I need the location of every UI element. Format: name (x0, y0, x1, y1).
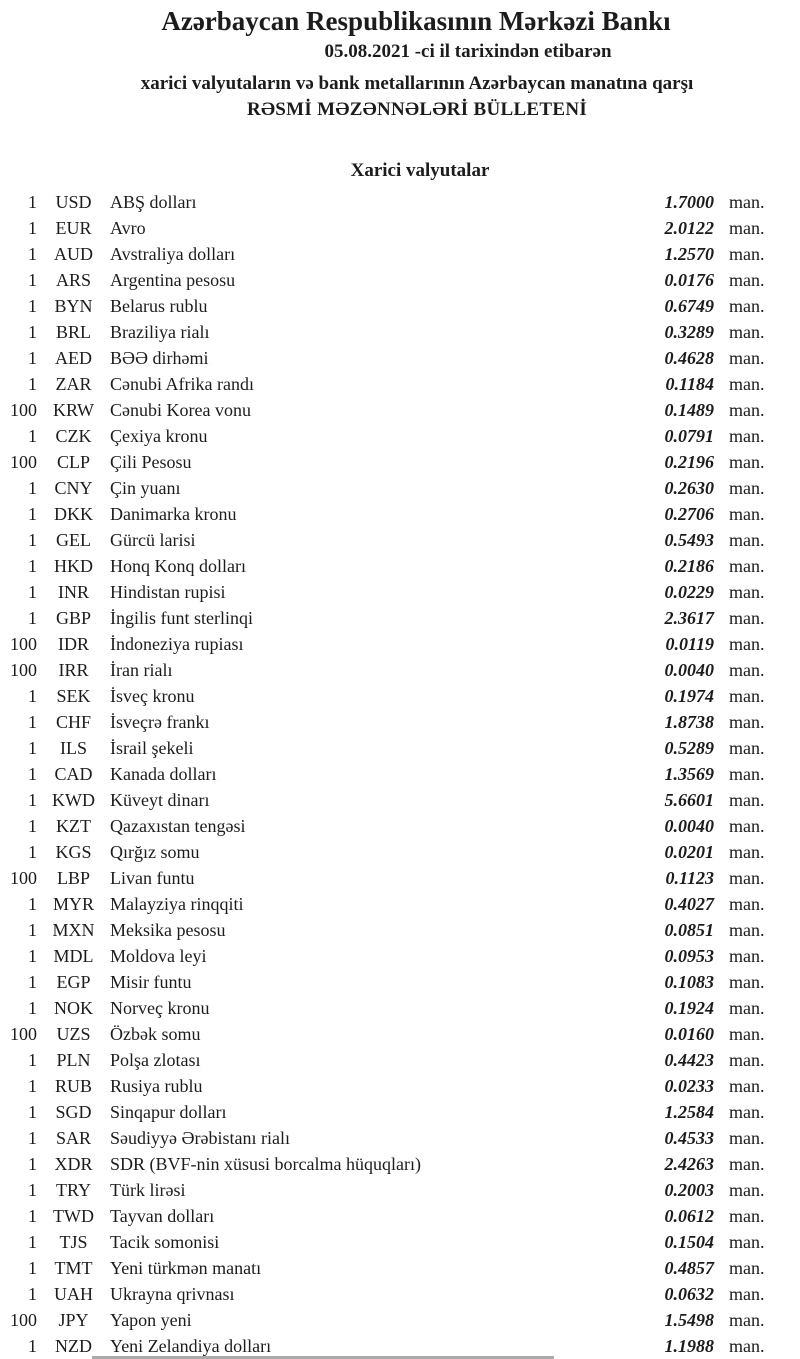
nominal-value: 1 (28, 790, 37, 810)
currency-name: ABŞ dolları (110, 192, 197, 212)
effective-date-line: 05.08.2021 -ci il tarixindən etibarən (324, 41, 612, 62)
unit-label: man. (729, 1024, 765, 1044)
currency-name: Cənubi Korea vonu (110, 400, 251, 420)
rate-row (0, 657, 800, 683)
nominal-value: 1 (28, 1258, 37, 1278)
nominal-value: 1 (28, 608, 37, 628)
currency-code: IDR (58, 634, 89, 654)
unit-label: man. (729, 400, 765, 420)
rate-value: 0.4628 (664, 348, 714, 368)
nominal-value: 1 (28, 478, 37, 498)
rate-value: 1.2584 (664, 1102, 714, 1122)
nominal-value: 100 (10, 634, 37, 654)
unit-label: man. (729, 790, 765, 810)
unit-label: man. (729, 1128, 765, 1148)
rate-row (0, 397, 800, 423)
unit-label: man. (729, 972, 765, 992)
unit-label: man. (729, 1258, 765, 1278)
rate-row (0, 1047, 800, 1073)
unit-label: man. (729, 712, 765, 732)
currency-code: NOK (54, 998, 93, 1018)
rate-row (0, 1229, 800, 1255)
rate-row (0, 189, 800, 215)
currency-code: RUB (54, 1076, 92, 1096)
rate-value: 0.2003 (664, 1180, 714, 1200)
currency-code: BRL (55, 322, 91, 342)
rate-row (0, 605, 800, 631)
nominal-value: 1 (28, 1128, 37, 1148)
section-title: Xarici valyutalar (350, 160, 490, 181)
nominal-value: 1 (28, 1232, 37, 1252)
currency-name: Küveyt dinarı (110, 790, 210, 810)
currency-name: Çin yuanı (110, 478, 181, 498)
unit-label: man. (729, 686, 765, 706)
rate-value: 0.0233 (664, 1076, 714, 1096)
rate-value: 0.0851 (664, 920, 714, 940)
currency-code: GEL (56, 530, 91, 550)
nominal-value: 1 (28, 764, 37, 784)
unit-label: man. (729, 478, 765, 498)
rate-row (0, 1203, 800, 1229)
currency-code: AUD (54, 244, 93, 264)
currency-code: ILS (60, 738, 87, 758)
currency-name: SDR (BVF-nin xüsusi borcalma hüquqları) (110, 1154, 421, 1174)
unit-label: man. (729, 1310, 765, 1330)
nominal-value: 1 (28, 244, 37, 264)
rate-value: 1.5498 (664, 1310, 714, 1330)
nominal-value: 1 (28, 1076, 37, 1096)
rate-value: 0.0040 (664, 816, 714, 836)
currency-code: KZT (56, 816, 91, 836)
currency-code: SGD (55, 1102, 92, 1122)
rate-row (0, 865, 800, 891)
currency-code: TRY (55, 1180, 91, 1200)
rate-value: 0.0229 (664, 582, 714, 602)
currency-code: GBP (55, 608, 91, 628)
rate-row (0, 1073, 800, 1099)
subject-line: xarici valyutaların və bank metallarının Azərbaycan manatına qarşı (140, 73, 694, 94)
bulletin-title: RƏSMİ MƏZƏNNƏLƏRİ BÜLLETENİ (246, 99, 588, 120)
rate-row (0, 527, 800, 553)
rate-value: 0.0612 (664, 1206, 714, 1226)
nominal-value: 1 (28, 270, 37, 290)
rate-row (0, 683, 800, 709)
unit-label: man. (729, 374, 765, 394)
unit-label: man. (729, 556, 765, 576)
rate-value: 0.1083 (664, 972, 714, 992)
currency-name: Misir funtu (110, 972, 192, 992)
currency-name: İsveçrə frankı (110, 712, 210, 732)
nominal-value: 1 (28, 972, 37, 992)
currency-code: KGS (55, 842, 92, 862)
rate-value: 0.5289 (664, 738, 714, 758)
rate-row (0, 761, 800, 787)
currency-name: Avstraliya dolları (110, 244, 236, 264)
rate-value: 1.1988 (664, 1336, 714, 1356)
unit-label: man. (729, 1206, 765, 1226)
nominal-value: 100 (10, 1024, 37, 1044)
currency-code: JPY (58, 1310, 89, 1330)
unit-label: man. (729, 348, 765, 368)
rate-row (0, 215, 800, 241)
unit-label: man. (729, 1102, 765, 1122)
nominal-value: 1 (28, 374, 37, 394)
rate-value: 0.4027 (664, 894, 714, 914)
rate-value: 0.1489 (664, 400, 714, 420)
currency-name: Rusiya rublu (110, 1076, 203, 1096)
currency-code: TMT (54, 1258, 93, 1278)
rate-row (0, 1307, 800, 1333)
currency-code: ARS (55, 270, 91, 290)
nominal-value: 1 (28, 556, 37, 576)
currency-name: Braziliya rialı (110, 322, 210, 342)
currency-name: Yapon yeni (110, 1310, 192, 1330)
currency-code: SAR (55, 1128, 91, 1148)
currency-name: Çili Pesosu (110, 452, 192, 472)
rate-row (0, 345, 800, 371)
currency-name: Qazaxıstan tengəsi (110, 816, 246, 836)
rate-value: 2.4263 (664, 1154, 714, 1174)
rate-value: 0.4533 (664, 1128, 714, 1148)
currency-name: Honq Konq dolları (110, 556, 246, 576)
currency-name: Livan funtu (110, 868, 195, 888)
rate-value: 0.0632 (664, 1284, 714, 1304)
currency-name: Yeni Zelandiya dolları (110, 1336, 272, 1356)
nominal-value: 1 (28, 712, 37, 732)
rate-value: 5.6601 (664, 790, 714, 810)
rate-value: 0.1924 (664, 998, 714, 1018)
currency-code: CNY (54, 478, 93, 498)
rate-value: 0.0160 (664, 1024, 714, 1044)
currency-code: TWD (53, 1206, 94, 1226)
nominal-value: 1 (28, 218, 37, 238)
currency-name: Türk lirəsi (110, 1180, 186, 1200)
rate-value: 1.2570 (664, 244, 714, 264)
nominal-value: 1 (28, 1284, 37, 1304)
rate-value: 0.1184 (665, 374, 714, 394)
rate-value: 2.3617 (664, 608, 714, 628)
currency-name: Cənubi Afrika randı (110, 374, 254, 394)
currency-name: Qırğız somu (110, 842, 200, 862)
rate-value: 0.2706 (664, 504, 714, 524)
unit-label: man. (729, 296, 765, 316)
rate-value: 0.0119 (665, 634, 714, 654)
unit-label: man. (729, 452, 765, 472)
currency-name: Çexiya kronu (110, 426, 208, 446)
rate-row (0, 449, 800, 475)
rate-value: 0.0176 (664, 270, 714, 290)
unit-label: man. (729, 1076, 765, 1096)
currency-name: Gürcü larisi (110, 530, 196, 550)
rate-row (0, 1151, 800, 1177)
currency-name: Sinqapur dolları (110, 1102, 227, 1122)
unit-label: man. (729, 192, 765, 212)
unit-label: man. (729, 504, 765, 524)
rate-row (0, 839, 800, 865)
currency-code: CZK (55, 426, 92, 446)
rate-value: 0.1974 (664, 686, 714, 706)
unit-label: man. (729, 270, 765, 290)
currency-name: Səudiyyə Ərəbistanı rialı (110, 1128, 290, 1148)
currency-code: AED (55, 348, 92, 368)
currency-name: Tayvan dolları (110, 1206, 215, 1226)
nominal-value: 1 (28, 1102, 37, 1122)
rate-row (0, 319, 800, 345)
currency-name: İndoneziya rupiası (110, 634, 244, 654)
rate-row (0, 371, 800, 397)
currency-code: UZS (56, 1024, 91, 1044)
currency-name: Malayziya rinqqiti (110, 894, 244, 914)
rate-row (0, 631, 800, 657)
currency-code: EGP (56, 972, 91, 992)
rate-value: 0.2196 (664, 452, 714, 472)
rate-value: 0.2186 (664, 556, 714, 576)
currency-code: EUR (55, 218, 92, 238)
currency-name: Moldova leyi (110, 946, 207, 966)
rate-value: 0.0040 (664, 660, 714, 680)
currency-code: KWD (52, 790, 95, 810)
rate-row (0, 1255, 800, 1281)
nominal-value: 1 (28, 322, 37, 342)
currency-code: BYN (54, 296, 93, 316)
nominal-value: 1 (28, 1050, 37, 1070)
currency-code: CAD (54, 764, 93, 784)
rate-row (0, 995, 800, 1021)
rate-row (0, 891, 800, 917)
nominal-value: 1 (28, 530, 37, 550)
unit-label: man. (729, 660, 765, 680)
currency-code: HKD (54, 556, 93, 576)
unit-label: man. (729, 530, 765, 550)
unit-label: man. (729, 998, 765, 1018)
rate-row (0, 423, 800, 449)
rate-value: 0.0953 (664, 946, 714, 966)
nominal-value: 1 (28, 998, 37, 1018)
currency-name: Argentina pesosu (110, 270, 236, 290)
page-title: Azərbaycan Respublikasının Mərkəzi Bankı (161, 6, 671, 36)
nominal-value: 1 (28, 842, 37, 862)
currency-code: TJS (59, 1232, 88, 1252)
rate-value: 1.8738 (664, 712, 714, 732)
rate-value: 0.6749 (664, 296, 714, 316)
unit-label: man. (729, 1284, 765, 1304)
currency-code: USD (55, 192, 92, 212)
nominal-value: 1 (28, 738, 37, 758)
currency-name: Tacik somonisi (110, 1232, 220, 1252)
nominal-value: 1 (28, 894, 37, 914)
currency-code: UAH (54, 1284, 93, 1304)
currency-name: Kanada dolları (110, 764, 217, 784)
rate-row (0, 1281, 800, 1307)
rate-row (0, 579, 800, 605)
rate-value: 0.0791 (664, 426, 714, 446)
nominal-value: 1 (28, 816, 37, 836)
currency-name: Ukrayna qrivnası (110, 1284, 235, 1304)
unit-label: man. (729, 426, 765, 446)
currency-name: Yeni türkmən manatı (110, 1258, 262, 1278)
currency-code: LBP (56, 868, 90, 888)
currency-name: Özbək somu (110, 1024, 201, 1044)
nominal-value: 1 (28, 296, 37, 316)
nominal-value: 1 (28, 1206, 37, 1226)
nominal-value: 1 (28, 920, 37, 940)
unit-label: man. (729, 816, 765, 836)
rate-row (0, 969, 800, 995)
unit-label: man. (729, 1050, 765, 1070)
currency-name: İsveç kronu (110, 686, 195, 706)
rate-value: 0.1123 (665, 868, 714, 888)
currency-name: BƏƏ dirhəmi (110, 348, 209, 368)
unit-label: man. (729, 920, 765, 940)
unit-label: man. (729, 1180, 765, 1200)
rate-row (0, 1021, 800, 1047)
nominal-value: 1 (28, 1154, 37, 1174)
unit-label: man. (729, 582, 765, 602)
currency-name: Avro (110, 218, 146, 238)
rate-value: 1.7000 (664, 192, 714, 212)
rate-row (0, 709, 800, 735)
currency-code: SEK (56, 686, 91, 706)
rate-row (0, 501, 800, 527)
currency-code: NZD (55, 1336, 92, 1356)
rate-value: 0.0201 (664, 842, 714, 862)
nominal-value: 1 (28, 1180, 37, 1200)
rate-value: 0.4857 (664, 1258, 714, 1278)
nominal-value: 1 (28, 582, 37, 602)
nominal-value: 100 (10, 452, 37, 472)
rate-row (0, 917, 800, 943)
unit-label: man. (729, 868, 765, 888)
unit-label: man. (729, 218, 765, 238)
currency-code: INR (58, 582, 89, 602)
nominal-value: 1 (28, 426, 37, 446)
rate-value: 0.3289 (664, 322, 714, 342)
rate-row (0, 553, 800, 579)
rate-value: 0.5493 (664, 530, 714, 550)
rates-table (0, 189, 800, 1359)
rate-row (0, 813, 800, 839)
unit-label: man. (729, 322, 765, 342)
currency-code: DKK (54, 504, 93, 524)
currency-code: PLN (56, 1050, 91, 1070)
rate-row (0, 787, 800, 813)
currency-name: Polşa zlotası (110, 1050, 201, 1070)
nominal-value: 1 (28, 1336, 37, 1356)
rate-value: 0.2630 (664, 478, 714, 498)
currency-code: MDL (53, 946, 94, 966)
currency-name: Meksika pesosu (110, 920, 226, 940)
nominal-value: 100 (10, 1310, 37, 1330)
nominal-value: 100 (10, 660, 37, 680)
rate-value: 1.3569 (664, 764, 714, 784)
rate-value: 2.0122 (664, 218, 714, 238)
nominal-value: 1 (28, 686, 37, 706)
rate-row (0, 943, 800, 969)
unit-label: man. (729, 244, 765, 264)
unit-label: man. (729, 894, 765, 914)
unit-label: man. (729, 634, 765, 654)
currency-name: Hindistan rupisi (110, 582, 226, 602)
currency-name: İngilis funt sterlinqi (110, 608, 253, 628)
nominal-value: 1 (28, 946, 37, 966)
currency-code: XDR (54, 1154, 93, 1174)
nominal-value: 1 (28, 504, 37, 524)
rate-row (0, 267, 800, 293)
nominal-value: 1 (28, 192, 37, 212)
unit-label: man. (729, 608, 765, 628)
currency-code: IRR (58, 660, 89, 680)
currency-name: Norveç kronu (110, 998, 210, 1018)
currency-code: CHF (55, 712, 91, 732)
rate-value: 0.4423 (664, 1050, 714, 1070)
unit-label: man. (729, 842, 765, 862)
currency-code: KRW (52, 400, 94, 420)
currency-code: MXN (52, 920, 95, 940)
rate-row (0, 241, 800, 267)
rate-row (0, 293, 800, 319)
currency-code: MYR (52, 894, 94, 914)
nominal-value: 100 (10, 400, 37, 420)
rate-row (0, 1177, 800, 1203)
unit-label: man. (729, 1232, 765, 1252)
unit-label: man. (729, 1336, 765, 1356)
currency-code: ZAR (55, 374, 92, 394)
rate-row (0, 735, 800, 761)
rate-row (0, 1125, 800, 1151)
currency-code: CLP (56, 452, 90, 472)
unit-label: man. (729, 764, 765, 784)
rate-row (0, 1099, 800, 1125)
currency-name: Danimarka kronu (110, 504, 237, 524)
currency-name: İsrail şekeli (110, 738, 194, 758)
rate-row (0, 475, 800, 501)
unit-label: man. (729, 738, 765, 758)
nominal-value: 100 (10, 868, 37, 888)
unit-label: man. (729, 1154, 765, 1174)
nominal-value: 1 (28, 348, 37, 368)
currency-name: Belarus rublu (110, 296, 208, 316)
unit-label: man. (729, 946, 765, 966)
currency-name: İran rialı (110, 660, 173, 680)
rate-value: 0.1504 (664, 1232, 714, 1252)
